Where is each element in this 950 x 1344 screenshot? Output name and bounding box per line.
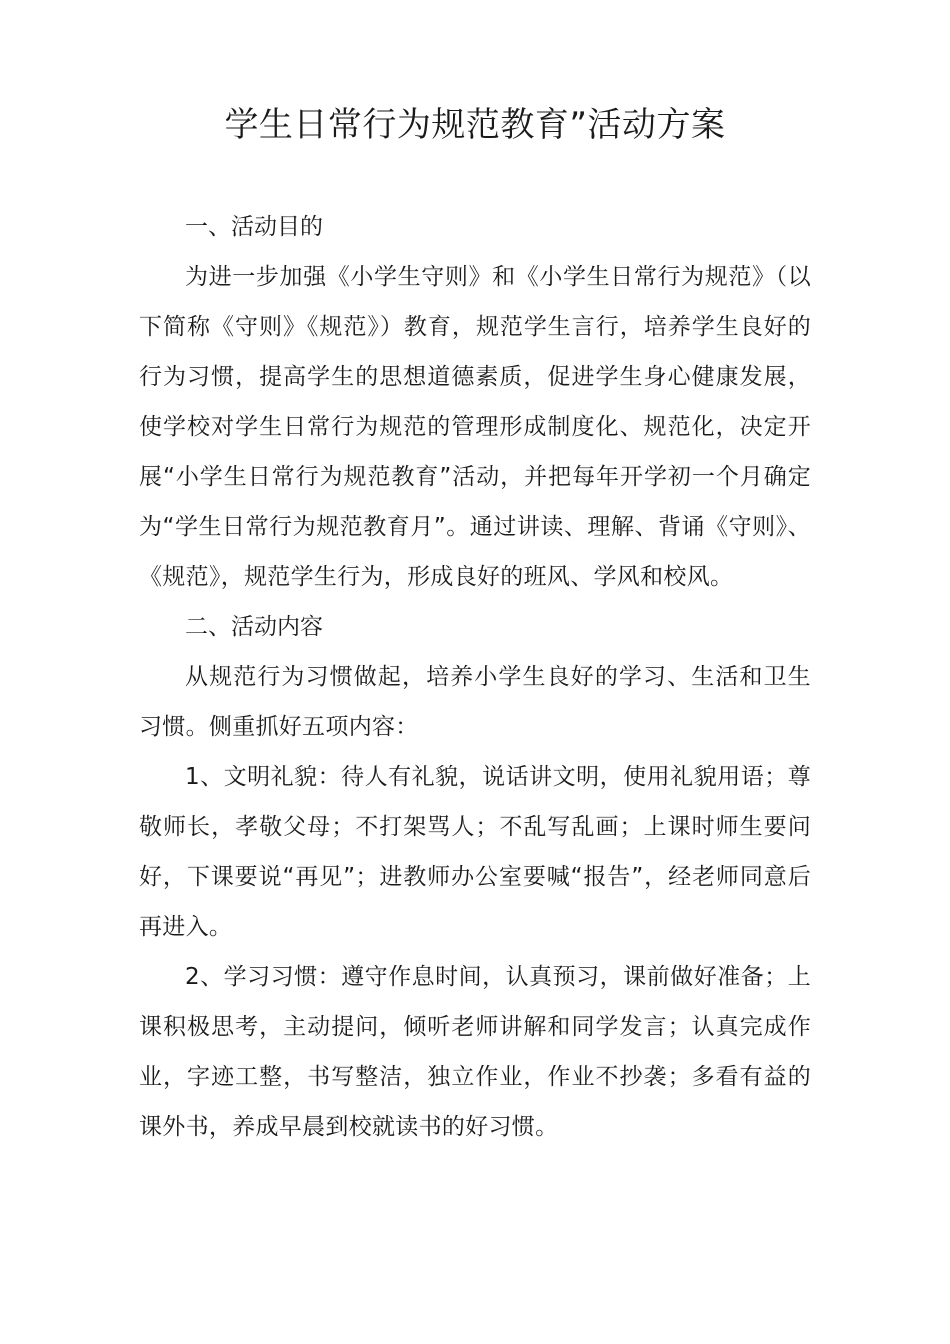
document-body: [139, 202, 811, 1152]
section-heading-content: 二、活动内容: [185, 614, 323, 640]
paragraph-purpose: 为进一步加强《小学生守则》和《小学生日常行为规范》（以下简称《守则》《规范》）教育，规范学生言行，培养学生良好的行为习惯，提高学生的思想道德素质，促进学生身心健康发展，使学校对学生日常行为规范的管理形成制度化、规范化，决定开展“小学生日常行为规范教育”活动，并把每年开学初一个月确定为“学生日常行为规范教育月”。通过讲读、理解、背诵《守则》、《规范》，规范学生行为，形成良好的班风、学风和校风。: [139, 264, 811, 590]
paragraph-courtesy: 1、文明礼貌：待人有礼貌，说话讲文明，使用礼貌用语；尊敬师长，孝敬父母；不打架骂人；不乱写乱画；上课时师生要问好，下课要说“再见”；进教师办公室要喊“报告”，经老师同意后再进入。: [139, 764, 811, 940]
paragraph-study-habits: 2、学习习惯：遵守作息时间，认真预习，课前做好准备；上课积极思考，主动提问，倾听老师讲解和同学发言；认真完成作业，字迹工整，书写整洁，独立作业，作业不抄袭；多看有益的课外书，养成早晨到校就读书的好习惯。: [139, 964, 811, 1140]
section-heading-purpose: 一、活动目的: [185, 214, 323, 240]
document-title: 学生日常行为规范教育”活动方案: [224, 105, 726, 145]
paragraph-content-intro: 从规范行为习惯做起，培养小学生良好的学习、生活和卫生习惯。侧重抓好五项内容：: [139, 664, 811, 740]
